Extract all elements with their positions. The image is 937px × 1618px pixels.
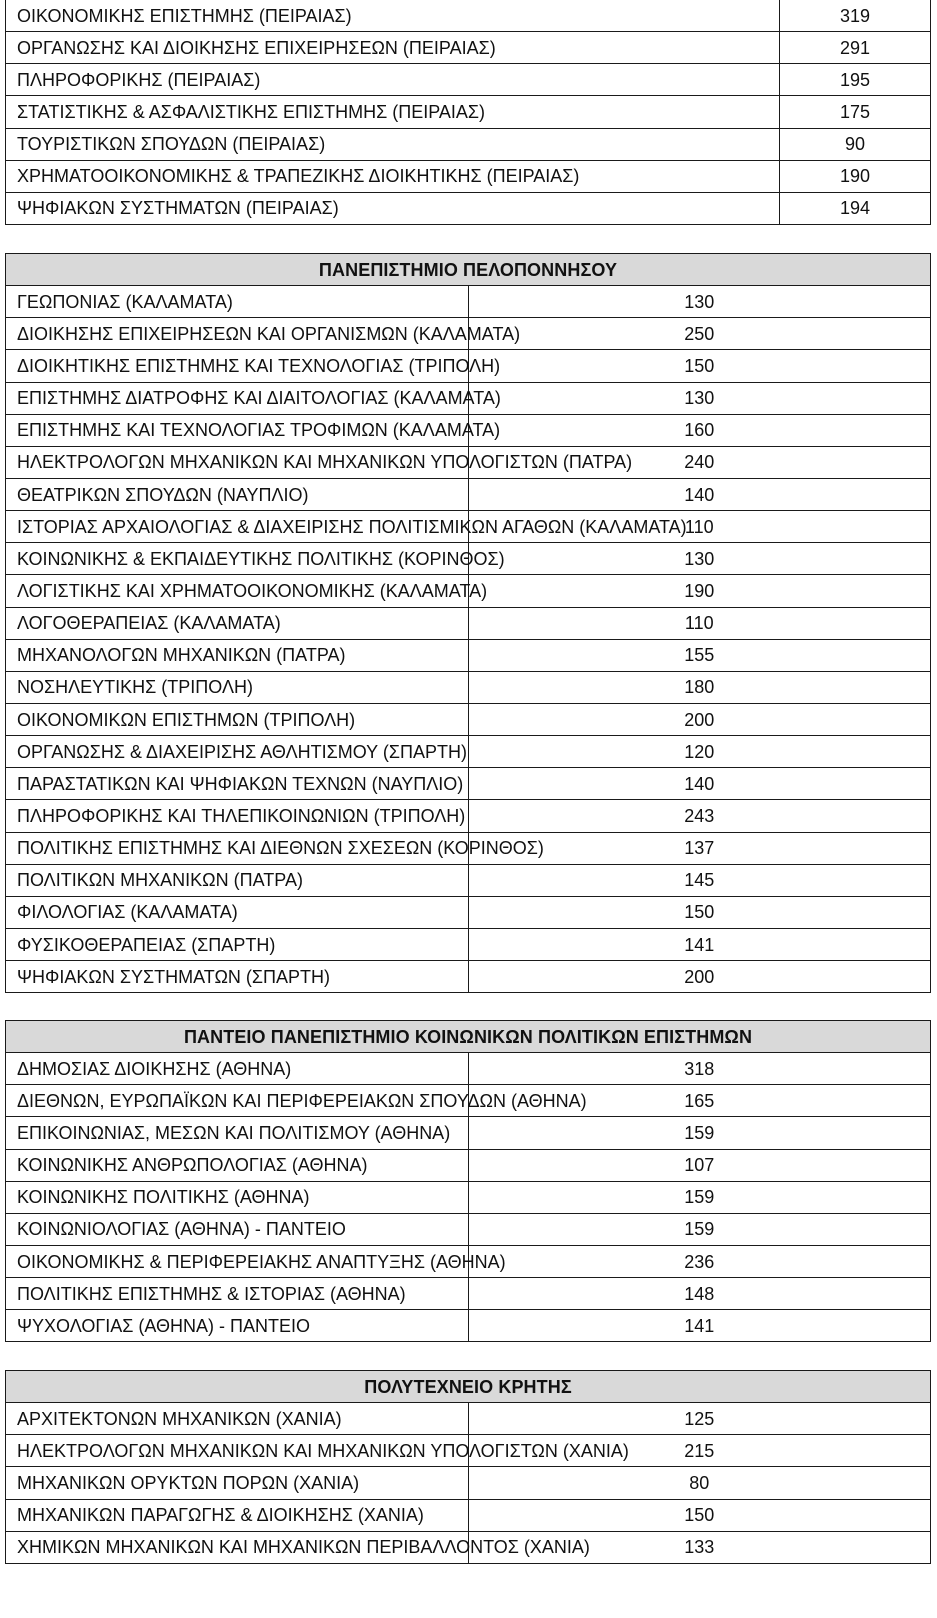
department-name: ΔΙΟΙΚΗΤΙΚΗΣ ΕΠΙΣΤΗΜΗΣ ΚΑΙ ΤΕΧΝΟΛΟΓΙΑΣ (ΤΡΙΠΟΛΗ) [6,350,469,382]
table-row [6,543,931,575]
admission-count: 140 [468,768,931,800]
department-name: ΠΟΛΙΤΙΚΩΝ ΜΗΧΑΝΙΚΩΝ (ΠΑΤΡΑ) [6,864,469,896]
table-row [6,607,931,639]
department-name: ΟΡΓΑΝΩΣΗΣ ΚΑΙ ΔΙΟΙΚΗΣΗΣ ΕΠΙΧΕΙΡΗΣΕΩΝ (ΠΕΙΡΑΙΑΣ) [6,32,780,64]
table-row [6,1181,931,1213]
department-name: ΕΠΙΣΤΗΜΗΣ ΔΙΑΤΡΟΦΗΣ ΚΑΙ ΔΙΑΙΤΟΛΟΓΙΑΣ (ΚΑΛΑΜΑΤΑ) [6,382,469,414]
table-row [6,1435,931,1467]
table-row [6,1245,931,1277]
department-name: ΨΗΦΙΑΚΩΝ ΣΥΣΤΗΜΑΤΩΝ (ΣΠΑΡΤΗ) [6,961,469,993]
admission-count: 160 [468,414,931,446]
department-name: ΙΣΤΟΡΙΑΣ ΑΡΧΑΙΟΛΟΓΙΑΣ & ΔΙΑΧΕΙΡΙΣΗΣ ΠΟΛΙΤΙΣΜΙΚΩΝ ΑΓΑΘΩΝ (ΚΑΛΑΜΑΤΑ) [6,511,469,543]
department-name: ΠΟΛΙΤΙΚΗΣ ΕΠΙΣΤΗΜΗΣ & ΙΣΤΟΡΙΑΣ (ΑΘΗΝΑ) [6,1278,469,1310]
section-header-row [6,1371,931,1403]
admission-count: 318 [468,1053,931,1085]
department-name: ΓΕΩΠΟΝΙΑΣ (ΚΑΛΑΜΑΤΑ) [6,286,469,318]
department-name: ΨΗΦΙΑΚΩΝ ΣΥΣΤΗΜΑΤΩΝ (ΠΕΙΡΑΙΑΣ) [6,192,780,224]
table-row [6,961,931,993]
section-title: ΠΑΝΕΠΙΣΤΗΜΙΟ ΠΕΛΟΠΟΝΝΗΣΟΥ [6,254,931,286]
admission-count: 175 [780,96,931,128]
department-name: ΨΥΧΟΛΟΓΙΑΣ (ΑΘΗΝΑ) - ΠΑΝΤΕΙΟ [6,1310,469,1342]
department-name: ΤΟΥΡΙΣΤΙΚΩΝ ΣΠΟΥΔΩΝ (ΠΕΙΡΑΙΑΣ) [6,128,780,160]
admission-count: 137 [468,832,931,864]
admission-count: 125 [468,1403,931,1435]
department-name: ΜΗΧΑΝΙΚΩΝ ΟΡΥΚΤΩΝ ΠΟΡΩΝ (ΧΑΝΙΑ) [6,1467,469,1499]
table-row [6,768,931,800]
department-name: ΕΠΙΚΟΙΝΩΝΙΑΣ, ΜΕΣΩΝ ΚΑΙ ΠΟΛΙΤΙΣΜΟΥ (ΑΘΗΝΑ) [6,1117,469,1149]
table-row [6,1053,931,1085]
table-row [6,703,931,735]
table-row [6,128,931,160]
table-row [6,0,931,32]
admission-count: 148 [468,1278,931,1310]
department-name: ΠΛΗΡΟΦΟΡΙΚΗΣ ΚΑΙ ΤΗΛΕΠΙΚΟΙΝΩΝΙΩΝ (ΤΡΙΠΟΛΗ) [6,800,469,832]
admission-count: 236 [468,1245,931,1277]
admission-count: 120 [468,736,931,768]
admission-count: 250 [468,318,931,350]
table-row [6,382,931,414]
admission-count: 159 [468,1213,931,1245]
table-row [6,1310,931,1342]
table-row [6,575,931,607]
department-name: ΛΟΓΙΣΤΙΚΗΣ ΚΑΙ ΧΡΗΜΑΤΟΟΙΚΟΝΟΜΙΚΗΣ (ΚΑΛΑΜΑΤΑ) [6,575,469,607]
section-table [5,1020,931,1342]
department-name: ΚΟΙΝΩΝΙΚΗΣ ΠΟΛΙΤΙΚΗΣ (ΑΘΗΝΑ) [6,1181,469,1213]
table-row [6,350,931,382]
section-title: ΠΑΝΤΕΙΟ ΠΑΝΕΠΙΣΤΗΜΙΟ ΚΟΙΝΩΝΙΚΩΝ ΠΟΛΙΤΙΚΩΝ ΕΠΙΣΤΗΜΩΝ [6,1021,931,1053]
department-name: ΔΙΟΙΚΗΣΗΣ ΕΠΙΧΕΙΡΗΣΕΩΝ ΚΑΙ ΟΡΓΑΝΙΣΜΩΝ (ΚΑΛΑΜΑΤΑ) [6,318,469,350]
department-name: ΚΟΙΝΩΝΙΚΗΣ & ΕΚΠΑΙΔΕΥΤΙΚΗΣ ΠΟΛΙΤΙΚΗΣ (ΚΟΡΙΝΘΟΣ) [6,543,469,575]
admission-count: 110 [468,607,931,639]
table-row [6,160,931,192]
table-row [6,1499,931,1531]
department-name: ΔΗΜΟΣΙΑΣ ΔΙΟΙΚΗΣΗΣ (ΑΘΗΝΑ) [6,1053,469,1085]
department-name: ΦΥΣΙΚΟΘΕΡΑΠΕΙΑΣ (ΣΠΑΡΤΗ) [6,928,469,960]
section-table [5,1370,931,1564]
admission-count: 150 [468,896,931,928]
admission-count: 145 [468,864,931,896]
department-name: ΧΗΜΙΚΩΝ ΜΗΧΑΝΙΚΩΝ ΚΑΙ ΜΗΧΑΝΙΚΩΝ ΠΕΡΙΒΑΛΛΟΝΤΟΣ (ΧΑΝΙΑ) [6,1531,469,1563]
admission-count: 200 [468,961,931,993]
admission-count: 291 [780,32,931,64]
department-name: ΔΙΕΘΝΩΝ, ΕΥΡΩΠΑΪΚΩΝ ΚΑΙ ΠΕΡΙΦΕΡΕΙΑΚΩΝ ΣΠΟΥΔΩΝ (ΑΘΗΝΑ) [6,1085,469,1117]
table-row [6,96,931,128]
table-row [6,1213,931,1245]
table-row [6,446,931,478]
admission-count: 180 [468,671,931,703]
table-row [6,318,931,350]
department-name: ΑΡΧΙΤΕΚΤΟΝΩΝ ΜΗΧΑΝΙΚΩΝ (ΧΑΝΙΑ) [6,1403,469,1435]
table-row [6,736,931,768]
department-name: ΜΗΧΑΝΙΚΩΝ ΠΑΡΑΓΩΓΗΣ & ΔΙΟΙΚΗΣΗΣ (ΧΑΝΙΑ) [6,1499,469,1531]
department-name: ΠΑΡΑΣΤΑΤΙΚΩΝ ΚΑΙ ΨΗΦΙΑΚΩΝ ΤΕΧΝΩΝ (ΝΑΥΠΛΙΟ) [6,768,469,800]
table-row [6,32,931,64]
table-row [6,511,931,543]
department-name: ΕΠΙΣΤΗΜΗΣ ΚΑΙ ΤΕΧΝΟΛΟΓΙΑΣ ΤΡΟΦΙΜΩΝ (ΚΑΛΑΜΑΤΑ) [6,414,469,446]
table-row [6,864,931,896]
admission-count: 110 [468,511,931,543]
admission-count: 215 [468,1435,931,1467]
admission-count: 200 [468,703,931,735]
table-row [6,414,931,446]
section-table [5,253,931,993]
admission-count: 133 [468,1531,931,1563]
table-row [6,832,931,864]
table-row [6,639,931,671]
section-header-row [6,1021,931,1053]
admission-count: 190 [468,575,931,607]
department-name: ΣΤΑΤΙΣΤΙΚΗΣ & ΑΣΦΑΛΙΣΤΙΚΗΣ ΕΠΙΣΤΗΜΗΣ (ΠΕΙΡΑΙΑΣ) [6,96,780,128]
department-name: ΠΛΗΡΟΦΟΡΙΚΗΣ (ΠΕΙΡΑΙΑΣ) [6,64,780,96]
department-name: ΦΙΛΟΛΟΓΙΑΣ (ΚΑΛΑΜΑΤΑ) [6,896,469,928]
table-row [6,478,931,510]
admission-count: 240 [468,446,931,478]
department-name: ΚΟΙΝΩΝΙΟΛΟΓΙΑΣ (ΑΘΗΝΑ) - ΠΑΝΤΕΙΟ [6,1213,469,1245]
department-name: ΟΙΚΟΝΟΜΙΚΗΣ & ΠΕΡΙΦΕΡΕΙΑΚΗΣ ΑΝΑΠΤΥΞΗΣ (ΑΘΗΝΑ) [6,1245,469,1277]
admission-count: 130 [468,543,931,575]
department-name: ΚΟΙΝΩΝΙΚΗΣ ΑΝΘΡΩΠΟΛΟΓΙΑΣ (ΑΘΗΝΑ) [6,1149,469,1181]
table-row [6,896,931,928]
table-row [6,1278,931,1310]
table-row [6,671,931,703]
admission-count: 130 [468,286,931,318]
admission-count: 165 [468,1085,931,1117]
admission-count: 243 [468,800,931,832]
admission-count: 194 [780,192,931,224]
table-row [6,1467,931,1499]
admission-count: 90 [780,128,931,160]
department-name: ΘΕΑΤΡΙΚΩΝ ΣΠΟΥΔΩΝ (ΝΑΥΠΛΙΟ) [6,478,469,510]
admission-count: 80 [468,1467,931,1499]
table-row [6,928,931,960]
admission-count: 130 [468,382,931,414]
table-row [6,192,931,224]
department-name: ΠΟΛΙΤΙΚΗΣ ΕΠΙΣΤΗΜΗΣ ΚΑΙ ΔΙΕΘΝΩΝ ΣΧΕΣΕΩΝ (ΚΟΡΙΝΘΟΣ) [6,832,469,864]
admission-count: 190 [780,160,931,192]
table-row [6,800,931,832]
department-name: ΗΛΕΚΤΡΟΛΟΓΩΝ ΜΗΧΑΝΙΚΩΝ ΚΑΙ ΜΗΧΑΝΙΚΩΝ ΥΠΟΛΟΓΙΣΤΩΝ (ΠΑΤΡΑ) [6,446,469,478]
table-row [6,1149,931,1181]
department-name: ΟΙΚΟΝΟΜΙΚΩΝ ΕΠΙΣΤΗΜΩΝ (ΤΡΙΠΟΛΗ) [6,703,469,735]
table-row [6,1403,931,1435]
admission-count: 195 [780,64,931,96]
department-name: ΧΡΗΜΑΤΟΟΙΚΟΝΟΜΙΚΗΣ & ΤΡΑΠΕΖΙΚΗΣ ΔΙΟΙΚΗΤΙΚΗΣ (ΠΕΙΡΑΙΑΣ) [6,160,780,192]
admission-count: 159 [468,1181,931,1213]
table-row [6,286,931,318]
admission-count: 159 [468,1117,931,1149]
table-row [6,64,931,96]
table-row [6,1085,931,1117]
admission-count: 141 [468,1310,931,1342]
department-name: ΟΡΓΑΝΩΣΗΣ & ΔΙΑΧΕΙΡΙΣΗΣ ΑΘΛΗΤΙΣΜΟΥ (ΣΠΑΡΤΗ) [6,736,469,768]
section-table [5,0,931,225]
admission-count: 319 [780,0,931,32]
table-row [6,1117,931,1149]
admission-count: 150 [468,350,931,382]
department-name: ΗΛΕΚΤΡΟΛΟΓΩΝ ΜΗΧΑΝΙΚΩΝ ΚΑΙ ΜΗΧΑΝΙΚΩΝ ΥΠΟΛΟΓΙΣΤΩΝ (ΧΑΝΙΑ) [6,1435,469,1467]
department-name: ΜΗΧΑΝΟΛΟΓΩΝ ΜΗΧΑΝΙΚΩΝ (ΠΑΤΡΑ) [6,639,469,671]
admission-count: 107 [468,1149,931,1181]
section-title: ΠΟΛΥΤΕΧΝΕΙΟ ΚΡΗΤΗΣ [6,1371,931,1403]
section-header-row [6,254,931,286]
admission-count: 150 [468,1499,931,1531]
admission-count: 140 [468,478,931,510]
department-name: ΟΙΚΟΝΟΜΙΚΗΣ ΕΠΙΣΤΗΜΗΣ (ΠΕΙΡΑΙΑΣ) [6,0,780,32]
department-name: ΝΟΣΗΛΕΥΤΙΚΗΣ (ΤΡΙΠΟΛΗ) [6,671,469,703]
admission-count: 155 [468,639,931,671]
department-name: ΛΟΓΟΘΕΡΑΠΕΙΑΣ (ΚΑΛΑΜΑΤΑ) [6,607,469,639]
table-row [6,1531,931,1563]
admission-count: 141 [468,928,931,960]
